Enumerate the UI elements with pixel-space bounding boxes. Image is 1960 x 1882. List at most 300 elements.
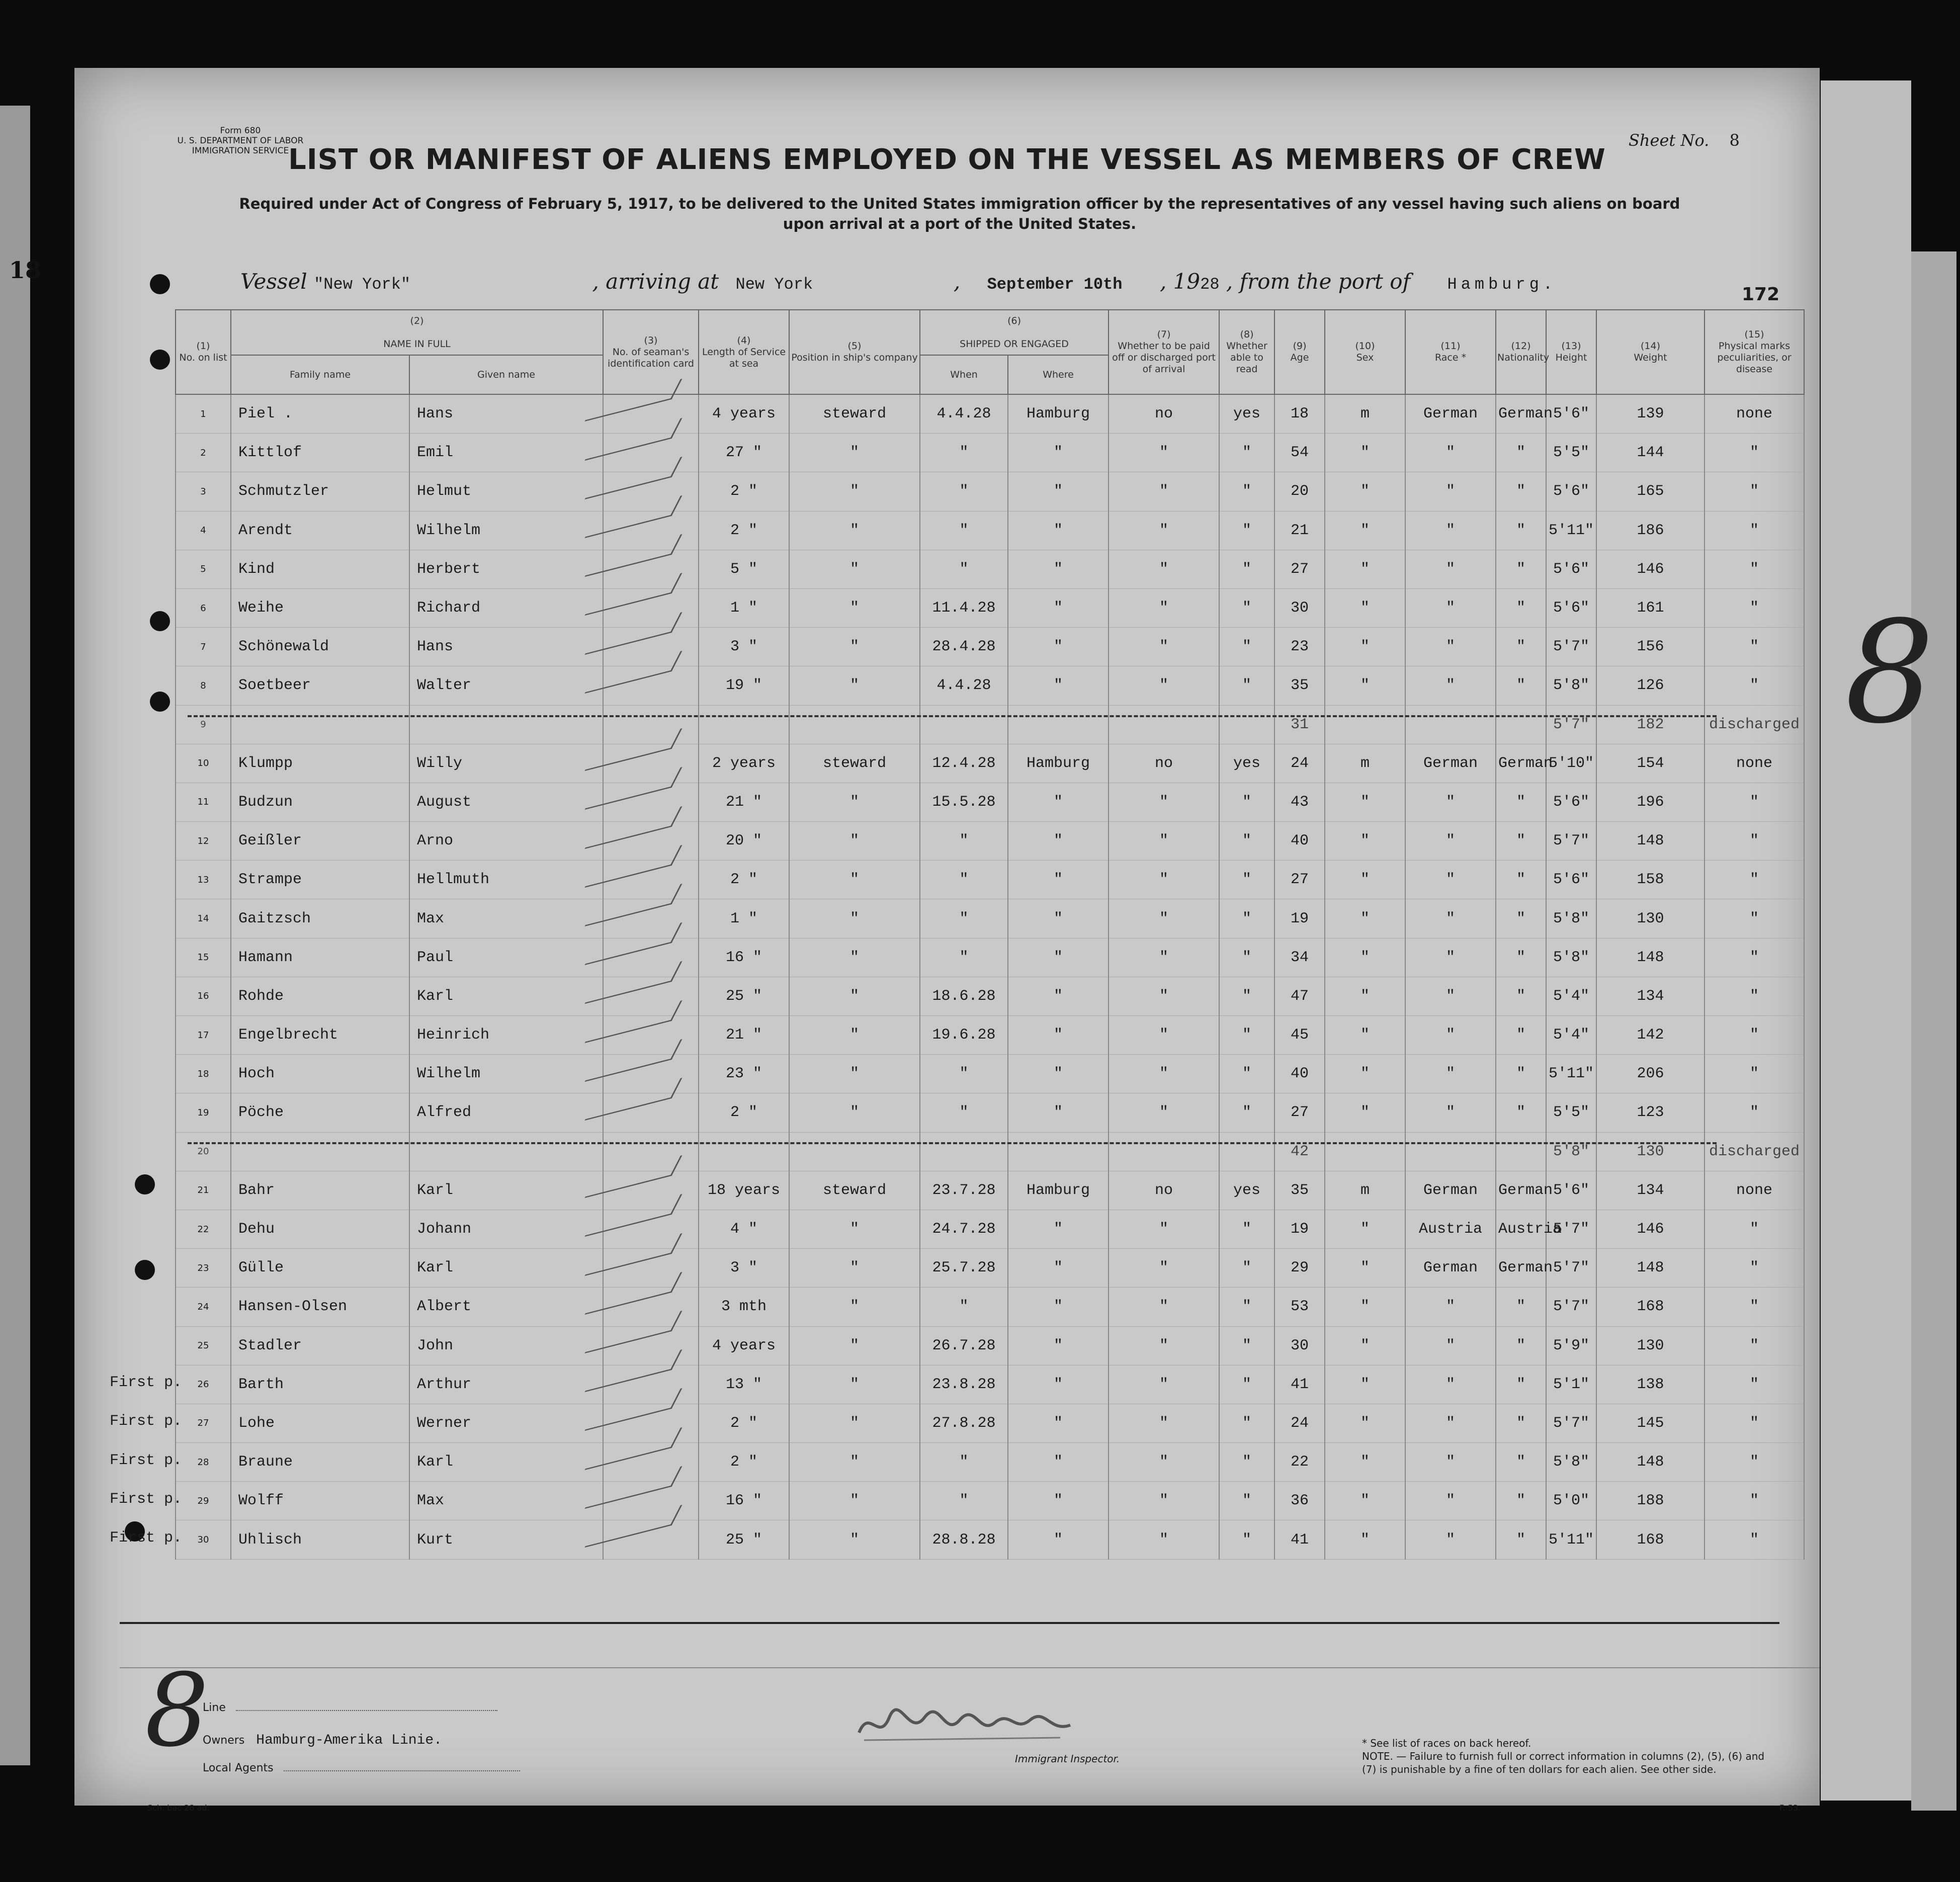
cell-nationality: " [1496,1055,1546,1093]
form-code: F. 53. [1779,1803,1801,1813]
cell-marks: " [1705,822,1804,861]
cell-height: 5'11" [1546,511,1596,550]
cell-marks: none [1705,744,1804,783]
first-passage-note: First p. [110,1451,183,1469]
strike-through-line [188,1142,1717,1144]
cell-when: 26.7.28 [920,1326,1008,1365]
cell-race [1405,1132,1496,1171]
cell-race: " [1405,861,1496,899]
cell-given: Willy [409,744,603,783]
cell-age: 41 [1274,1365,1325,1404]
col-where-header: Where [1008,355,1109,394]
cell-read [1219,705,1274,744]
cell-sex: " [1325,666,1405,705]
table-row [176,1404,1804,1442]
cell-position: " [789,861,920,899]
cell-where: " [1008,783,1109,821]
cell-service: 2 " [699,472,789,511]
cell-sex: " [1325,783,1405,821]
cell-when: 4.4.28 [920,666,1008,705]
cell-service: 4 years [699,394,789,434]
cell-sex: " [1325,472,1405,511]
cell-sex: " [1325,1482,1405,1520]
cell-read: yes [1219,1171,1274,1210]
cell-weight: 168 [1596,1288,1705,1326]
cell-where: Hamburg [1008,1171,1109,1210]
cell-weight: 154 [1596,744,1705,783]
cell-no: 16 [176,977,231,1015]
cell-marks: " [1705,1365,1804,1404]
cell-no: 18 [176,1055,231,1093]
cell-paid: " [1109,977,1219,1015]
cell-where: " [1008,1443,1109,1482]
cell-read: " [1219,511,1274,550]
cell-family: Strampe [231,861,409,899]
cell-sex: " [1325,1210,1405,1248]
cell-read: " [1219,588,1274,627]
page-title: LIST OR MANIFEST OF ALIENS EMPLOYED ON THE VESSEL AS MEMBERS OF CREW [288,143,1606,176]
cell-family: Soetbeer [231,666,409,705]
cell-height: 5'6" [1546,550,1596,588]
cell-age: 47 [1274,977,1325,1015]
col-sex-header: (10) Sex [1325,310,1405,394]
cell-service: 1 " [699,899,789,938]
cell-nationality: German [1496,394,1546,434]
arriving-label: , arriving at [592,269,719,294]
cell-where: " [1008,1288,1109,1326]
cell-read: " [1219,1249,1274,1288]
cell-family: Hamann [231,938,409,977]
cell-no: 29 [176,1482,231,1520]
cell-nationality: " [1496,899,1546,938]
cell-weight: 138 [1596,1365,1705,1404]
cell-nationality: Austria [1496,1210,1546,1248]
cell-weight: 196 [1596,783,1705,821]
cell-race: " [1405,1482,1496,1520]
cell-height: 5'6" [1546,472,1596,511]
cell-where: " [1008,511,1109,550]
cell-read [1219,1132,1274,1171]
cell-family: Lohe [231,1404,409,1442]
owners-value: Hamburg-Amerika Linie. [256,1733,442,1748]
table-row [176,861,1804,899]
cell-given: Helmut [409,472,603,511]
cell-race: " [1405,628,1496,666]
col-height-header: (13) Height [1546,310,1596,394]
vessel-line: Vessel "New York" , arriving at New York , September 10th , 1928 , from the port of Hamburg. [240,269,1557,294]
cell-family: Weihe [231,588,409,627]
fine-note: NOTE. — Failure to furnish full or correct information in columns (2), (5), (6) and (7) is punishable by a fine of ten dollars for each alien. See other side. [1362,1750,1765,1775]
races-note: * See list of races on back hereof. [1362,1737,1531,1749]
table-row [176,744,1804,783]
cell-age: 54 [1274,434,1325,472]
cell-where: " [1008,628,1109,666]
cell-marks: " [1705,1093,1804,1132]
cell-given: Emil [409,434,603,472]
cell-height: 5'0" [1546,1482,1596,1520]
cell-given: Hellmuth [409,861,603,899]
cell-position: " [789,1055,920,1093]
cell-paid: " [1109,434,1219,472]
cell-marks: " [1705,938,1804,977]
cell-when: " [920,434,1008,472]
cell-given: Paul [409,938,603,977]
cell-service: 13 " [699,1365,789,1404]
handwritten-margin-number: 8 [1845,591,1935,755]
edge-number-left: 18 [9,256,42,284]
cell-position [789,1132,920,1171]
cell-position: " [789,1443,920,1482]
table-row [176,1520,1804,1559]
form-reference: Form 680 U. S. DEPARTMENT OF LABOR IMMIGRATION SERVICE [177,126,304,156]
footer-note [1362,1737,1774,1776]
cell-given: Karl [409,1249,603,1288]
cell-service: 4 " [699,1210,789,1248]
cell-age: 41 [1274,1520,1325,1559]
cell-read: yes [1219,394,1274,434]
cell-where: " [1008,1520,1109,1559]
cell-given: Hans [409,394,603,434]
cell-paid: " [1109,1443,1219,1482]
cell-paid: " [1109,1482,1219,1520]
cell-read: " [1219,1016,1274,1055]
cell-where: " [1008,1016,1109,1055]
cell-when: 11.4.28 [920,588,1008,627]
cell-family: Bahr [231,1171,409,1210]
cell-given: Alfred [409,1093,603,1132]
cell-where: " [1008,1055,1109,1093]
cell-service: 23 " [699,1055,789,1093]
cell-read: " [1219,1055,1274,1093]
cell-height: 5'7" [1546,1249,1596,1288]
cell-sex: " [1325,1520,1405,1559]
cell-position: " [789,899,920,938]
col-no-header: (1) No. on list [176,310,231,394]
cell-marks: " [1705,783,1804,821]
cell-age: 42 [1274,1132,1325,1171]
cell-given: Walter [409,666,603,705]
cell-where: " [1008,1365,1109,1404]
cell-where: " [1008,1210,1109,1248]
cell-age: 21 [1274,511,1325,550]
col-family-name-header: Family name [231,355,409,394]
cell-position: " [789,628,920,666]
cell-paid: " [1109,472,1219,511]
cell-marks: " [1705,1443,1804,1482]
cell-service [699,1132,789,1171]
cell-service: 25 " [699,1520,789,1559]
cell-nationality: " [1496,1365,1546,1404]
cell-age: 19 [1274,1210,1325,1248]
cell-no: 15 [176,938,231,977]
table-row [176,666,1804,705]
arrival-date: September 10th [987,275,1123,294]
cell-age: 24 [1274,744,1325,783]
cell-no: 6 [176,588,231,627]
cell-paid: " [1109,1288,1219,1326]
page-subtitle: Required under Act of Congress of February 5, 1917, to be delivered to the United States immigration officer by the representatives of any vessel having such aliens on board upon arrival at a port of the United States. [239,195,1680,232]
cell-service: 5 " [699,550,789,588]
cell-age: 40 [1274,822,1325,861]
inspector-signature [849,1697,1085,1753]
cell-family: Schmutzler [231,472,409,511]
cell-no: 26 [176,1365,231,1404]
table-row [176,977,1804,1015]
cell-family: Barth [231,1365,409,1404]
col-race-header: (11) Race * [1405,310,1496,394]
cell-when: " [920,861,1008,899]
cell-race: " [1405,1404,1496,1442]
table-row [176,1093,1804,1132]
cell-family: Geißler [231,822,409,861]
cell-sex [1325,1132,1405,1171]
cell-position: " [789,550,920,588]
cell-weight: 186 [1596,511,1705,550]
cell-age: 30 [1274,588,1325,627]
cell-family: Arendt [231,511,409,550]
cell-race: German [1405,1249,1496,1288]
table-row [176,1365,1804,1404]
first-passage-note: First p. [110,1529,183,1547]
cell-family: Kind [231,550,409,588]
from-label: , from the port of [1226,269,1411,294]
cell-position: " [789,1520,920,1559]
cell-position: " [789,472,920,511]
cell-family: Piel . [231,394,409,434]
cell-no: 23 [176,1249,231,1288]
cell-read: " [1219,899,1274,938]
cell-family: Dehu [231,1210,409,1248]
table-row [176,511,1804,550]
cell-when: 28.8.28 [920,1520,1008,1559]
cell-position: " [789,1482,920,1520]
cell-paid: " [1109,1210,1219,1248]
cell-no: 22 [176,1210,231,1248]
cell-age: 22 [1274,1443,1325,1482]
cell-read: " [1219,938,1274,977]
inspector-label: Immigrant Inspector. [1015,1753,1120,1765]
cell-where: " [1008,899,1109,938]
cell-race: " [1405,434,1496,472]
cell-paid: " [1109,588,1219,627]
cell-service: 25 " [699,977,789,1015]
cell-paid: " [1109,511,1219,550]
cell-when: " [920,550,1008,588]
cell-when: " [920,1443,1008,1482]
cell-height: 5'6" [1546,1171,1596,1210]
cell-height: 5'6" [1546,394,1596,434]
cell-no: 5 [176,550,231,588]
cell-nationality: " [1496,1482,1546,1520]
cell-age: 36 [1274,1482,1325,1520]
cell-race: " [1405,1326,1496,1365]
cell-family: Braune [231,1443,409,1482]
first-passage-note: First p. [110,1374,183,1392]
cell-paid: " [1109,861,1219,899]
cell-sex [1325,705,1405,744]
cell-nationality: " [1496,628,1546,666]
cell-weight: 134 [1596,1171,1705,1210]
cell-marks: discharged [1705,705,1804,744]
cell-position: " [789,1326,920,1365]
cell-no: 7 [176,628,231,666]
cell-race: German [1405,1171,1496,1210]
table-row [176,1171,1804,1210]
cell-no: 17 [176,1016,231,1055]
cell-marks: " [1705,434,1804,472]
cell-marks: " [1705,1016,1804,1055]
cell-nationality: " [1496,1404,1546,1442]
cell-nationality: " [1496,550,1546,588]
cell-read: " [1219,1210,1274,1248]
table-row [176,899,1804,938]
cell-age: 18 [1274,394,1325,434]
cell-given: Arno [409,822,603,861]
cell-family: Stadler [231,1326,409,1365]
cell-age: 35 [1274,666,1325,705]
cell-race: " [1405,938,1496,977]
cell-given: Werner [409,1404,603,1442]
cell-nationality: German [1496,1171,1546,1210]
cell-family: Kittlof [231,434,409,472]
cell-when: " [920,1055,1008,1093]
cell-paid: " [1109,1055,1219,1093]
crew-manifest-table [175,309,1805,1560]
punch-hole [150,274,170,294]
cell-when: " [920,1288,1008,1326]
table-row [176,1016,1804,1055]
cell-marks: " [1705,1404,1804,1442]
cell-sex: " [1325,550,1405,588]
col-paid-off-header: (7) Whether to be paid off or discharged port of arrival [1109,310,1219,394]
cell-nationality: " [1496,666,1546,705]
cell-weight: 148 [1596,1443,1705,1482]
cell-weight: 130 [1596,1132,1705,1171]
cell-paid: " [1109,1326,1219,1365]
cell-when [920,1132,1008,1171]
cell-paid: " [1109,666,1219,705]
cell-weight: 188 [1596,1482,1705,1520]
cell-race: " [1405,1365,1496,1404]
cell-weight: 168 [1596,1520,1705,1559]
cell-sex: " [1325,434,1405,472]
cell-position: " [789,666,920,705]
cell-marks: " [1705,550,1804,588]
cell-sex: " [1325,1249,1405,1288]
table-row [176,1210,1804,1248]
cell-marks: none [1705,1171,1804,1210]
cell-family: Gaitzsch [231,899,409,938]
table-row [176,1249,1804,1288]
cell-sex: " [1325,977,1405,1015]
cell-height: 5'9" [1546,1326,1596,1365]
cell-height: 5'10" [1546,744,1596,783]
cell-service: 2 " [699,1443,789,1482]
footer-line: Line [203,1701,497,1714]
cell-paid: " [1109,1365,1219,1404]
cell-marks: " [1705,472,1804,511]
cell-read: " [1219,783,1274,821]
cell-when: 4.4.28 [920,394,1008,434]
table-row [176,550,1804,588]
cell-age: 40 [1274,1055,1325,1093]
cell-marks: discharged [1705,1132,1804,1171]
col-weight-header: (14) Weight [1596,310,1705,394]
cell-position: " [789,938,920,977]
cell-height: 5'5" [1546,1093,1596,1132]
cell-height: 5'1" [1546,1365,1596,1404]
cell-marks: " [1705,1482,1804,1520]
cell-paid [1109,1132,1219,1171]
cell-marks: " [1705,1288,1804,1326]
col-shipped-header: (6) SHIPPED OR ENGAGED [920,310,1109,355]
cell-sex: m [1325,394,1405,434]
punch-hole [150,350,170,370]
cell-when: " [920,899,1008,938]
cell-where: " [1008,588,1109,627]
cell-where: " [1008,666,1109,705]
cell-family: Pöche [231,1093,409,1132]
cell-marks: " [1705,1520,1804,1559]
cell-weight: 123 [1596,1093,1705,1132]
table-row [176,705,1804,744]
cell-service: 21 " [699,1016,789,1055]
footer-owners: Owners Hamburg-Amerika Linie. [203,1733,442,1748]
cell-sex: " [1325,822,1405,861]
cell-height: 5'11" [1546,1055,1596,1093]
cell-position: " [789,588,920,627]
table-bottom-rule [120,1622,1779,1624]
cell-weight: 146 [1596,1210,1705,1248]
cell-read: " [1219,977,1274,1015]
cell-nationality: German [1496,744,1546,783]
cell-family: Wolff [231,1482,409,1520]
cell-given: Johann [409,1210,603,1248]
cell-age: 24 [1274,1404,1325,1442]
cell-given: Max [409,1482,603,1520]
table-row [176,1288,1804,1326]
cell-read: " [1219,1404,1274,1442]
cell-position [789,705,920,744]
cell-weight: 134 [1596,977,1705,1015]
cell-height: 5'6" [1546,783,1596,821]
cell-sex: " [1325,899,1405,938]
cell-given: Wilhelm [409,1055,603,1093]
cell-where: " [1008,1326,1109,1365]
cell-family: Rohde [231,977,409,1015]
cell-age: 27 [1274,550,1325,588]
footer-local-agents: Local Agents [203,1762,520,1774]
cell-when: 23.8.28 [920,1365,1008,1404]
year-suffix: 28 [1200,275,1220,294]
cell-position: steward [789,394,920,434]
cell-race: " [1405,1520,1496,1559]
table-row [176,628,1804,666]
table-row [176,472,1804,511]
cell-read: " [1219,628,1274,666]
cell-paid [1109,705,1219,744]
cell-height: 5'7" [1546,822,1596,861]
cell-marks: " [1705,1210,1804,1248]
table-row [176,1482,1804,1520]
cell-marks: " [1705,588,1804,627]
cell-no: 21 [176,1171,231,1210]
cell-no: 27 [176,1404,231,1442]
cell-when: 24.7.28 [920,1210,1008,1248]
punch-hole [135,1174,155,1194]
cell-weight: 146 [1596,550,1705,588]
table-row [176,1326,1804,1365]
